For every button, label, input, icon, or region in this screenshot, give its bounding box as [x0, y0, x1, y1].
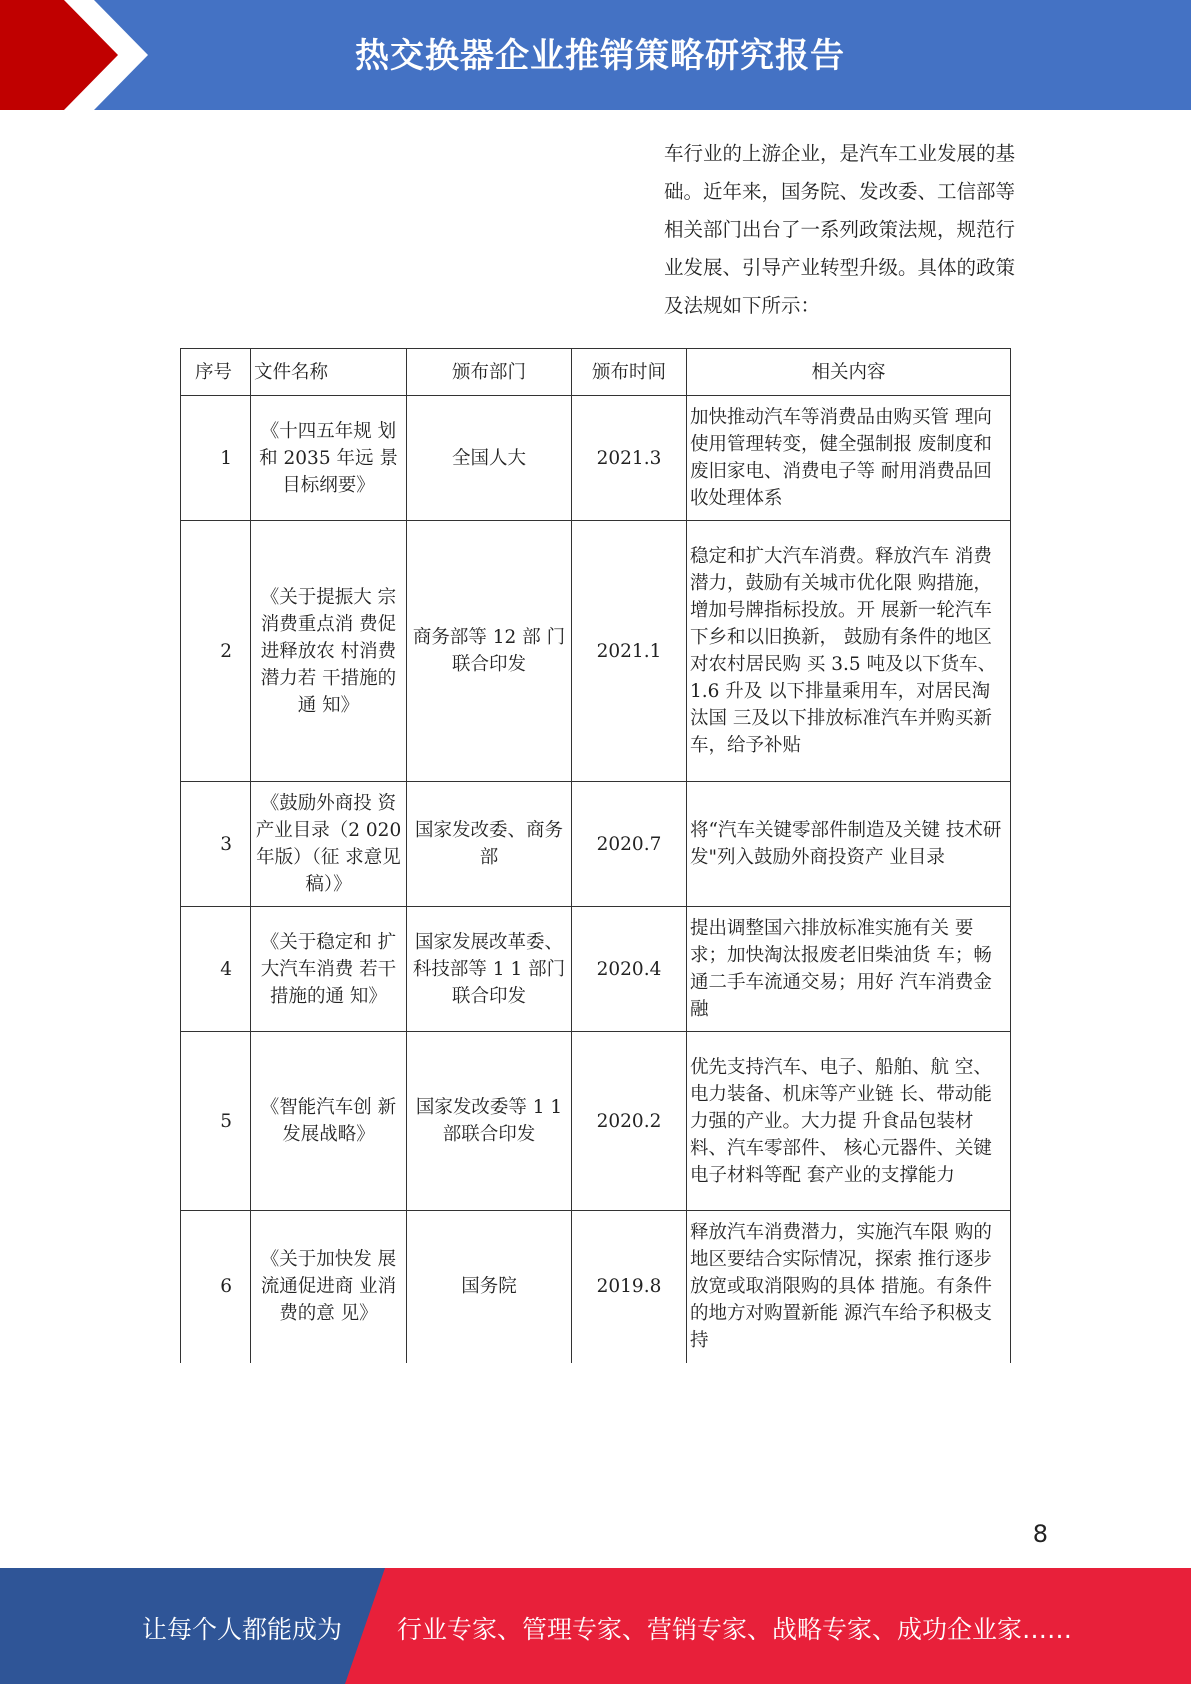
cell-content: 稳定和扩大汽车消费。释放汽车 消费潜力，鼓励有关城市优化限 购措施，增加号牌指标投放。开 展新一轮汽车下乡和以旧换新， 鼓励有条件的地区对农村居民购 买 3.5 吨及以下货车、1.6 升及 以下排量乘用车，对居民淘汰国 三及以下排放标准汽车并购买新 车，给予补贴: [687, 521, 1011, 782]
cell-content: 释放汽车消费潜力，实施汽车限 购的地区要结合实际情况，探索 推行逐步放宽或取消限购的具体 措施。有条件的地方对购置新能 源汽车给予积极支持: [687, 1211, 1011, 1363]
cell-date: 2021.3: [572, 396, 687, 521]
table-row: [181, 1032, 1011, 1211]
table-row: [181, 782, 1011, 907]
intro-paragraph: [664, 135, 1054, 325]
cell-date: 2020.7: [572, 782, 687, 907]
cell-date: 2019.8: [572, 1211, 687, 1363]
table-row: [181, 521, 1011, 782]
cell-no: 6: [181, 1211, 251, 1363]
cell-content: 优先支持汽车、电子、船舶、航 空、电力装备、机床等产业链 长、带动能力强的产业。大力提 升食品包装材料、汽车零部件、 核心元器件、关键电子材料等配 套产业的支撑能力: [687, 1032, 1011, 1211]
cell-dept: 商务部等 12 部 门联合印发: [407, 521, 572, 782]
cell-no: 1: [181, 396, 251, 521]
cell-name: 《关于提振大 宗消费重点消 费促进释放农 村消费潜力若 干措施的通 知》: [251, 521, 407, 782]
cell-content: 加快推动汽车等消费品由购买管 理向使用管理转变，健全强制报 废制度和废旧家电、消费电子等 耐用消费品回收处理体系: [687, 396, 1011, 521]
page-header: [0, 0, 1191, 110]
header-arrow-decoration: [0, 0, 160, 110]
footer-slogan-left: 让每个人都能成为: [142, 1615, 343, 1644]
cell-no: 5: [181, 1032, 251, 1211]
table-row: [181, 1211, 1011, 1363]
cell-name: 《关于稳定和 扩大汽车消费 若干措施的通 知》: [251, 907, 407, 1032]
table-row: [181, 396, 1011, 521]
cell-name: 《智能汽车创 新发展战略》: [251, 1032, 407, 1211]
cell-date: 2020.2: [572, 1032, 687, 1211]
table-header-row: [181, 349, 1011, 396]
cell-dept: 国家发改委、商务部: [407, 782, 572, 907]
intro-line: 及法规如下所示：: [664, 294, 821, 317]
cell-content: 提出调整国六排放标准实施有关 要求；加快淘汰报废老旧柴油货 车；畅通二手车流通交易；用好 汽车消费金融: [687, 907, 1011, 1032]
policy-table: [180, 348, 1011, 1363]
intro-line: 车行业的上游企业，是汽车工业发展的基: [664, 142, 1016, 165]
cell-dept: 国家发展改革委、科技部等 1 1 部门联合印发: [407, 907, 572, 1032]
cell-date: 2021.1: [572, 521, 687, 782]
table-row: [181, 907, 1011, 1032]
cell-no: 3: [181, 782, 251, 907]
cell-name: 《鼓励外商投 资产业目录（2 020 年版）（征 求意见稿）》: [251, 782, 407, 907]
footer-slogan-right: 行业专家、管理专家、营销专家、战略专家、成功企业家……: [397, 1615, 1073, 1644]
report-title: 热交换器企业推销策略研究报告: [355, 36, 845, 76]
intro-line: 础。近年来，国务院、发改委、工信部等: [664, 180, 1016, 203]
cell-name: 《关于加快发 展流通促进商 业消费的意 见》: [251, 1211, 407, 1363]
header-no: 序号: [181, 349, 251, 396]
intro-line: 业发展、引导产业转型升级。具体的政策: [664, 256, 1016, 279]
cell-dept: 国务院: [407, 1211, 572, 1363]
page-footer: [0, 1568, 1191, 1684]
intro-line: 相关部门出台了一系列政策法规，规范行: [664, 218, 1016, 241]
cell-date: 2020.4: [572, 907, 687, 1032]
header-name: 文件名称: [251, 349, 407, 396]
cell-content: 将“汽车关键零部件制造及关键 技术研发"列入鼓励外商投资产 业目录: [687, 782, 1011, 907]
cell-dept: 国家发改委等 1 1 部联合印发: [407, 1032, 572, 1211]
cell-name: 《十四五年规 划和 2035 年远 景目标纲要》: [251, 396, 407, 521]
page-number: 8: [1032, 1520, 1048, 1548]
cell-no: 4: [181, 907, 251, 1032]
cell-dept: 全国人大: [407, 396, 572, 521]
cell-no: 2: [181, 521, 251, 782]
header-content: 相关内容: [687, 349, 1011, 396]
header-date: 颁布时间: [572, 349, 687, 396]
header-dept: 颁布部门: [407, 349, 572, 396]
